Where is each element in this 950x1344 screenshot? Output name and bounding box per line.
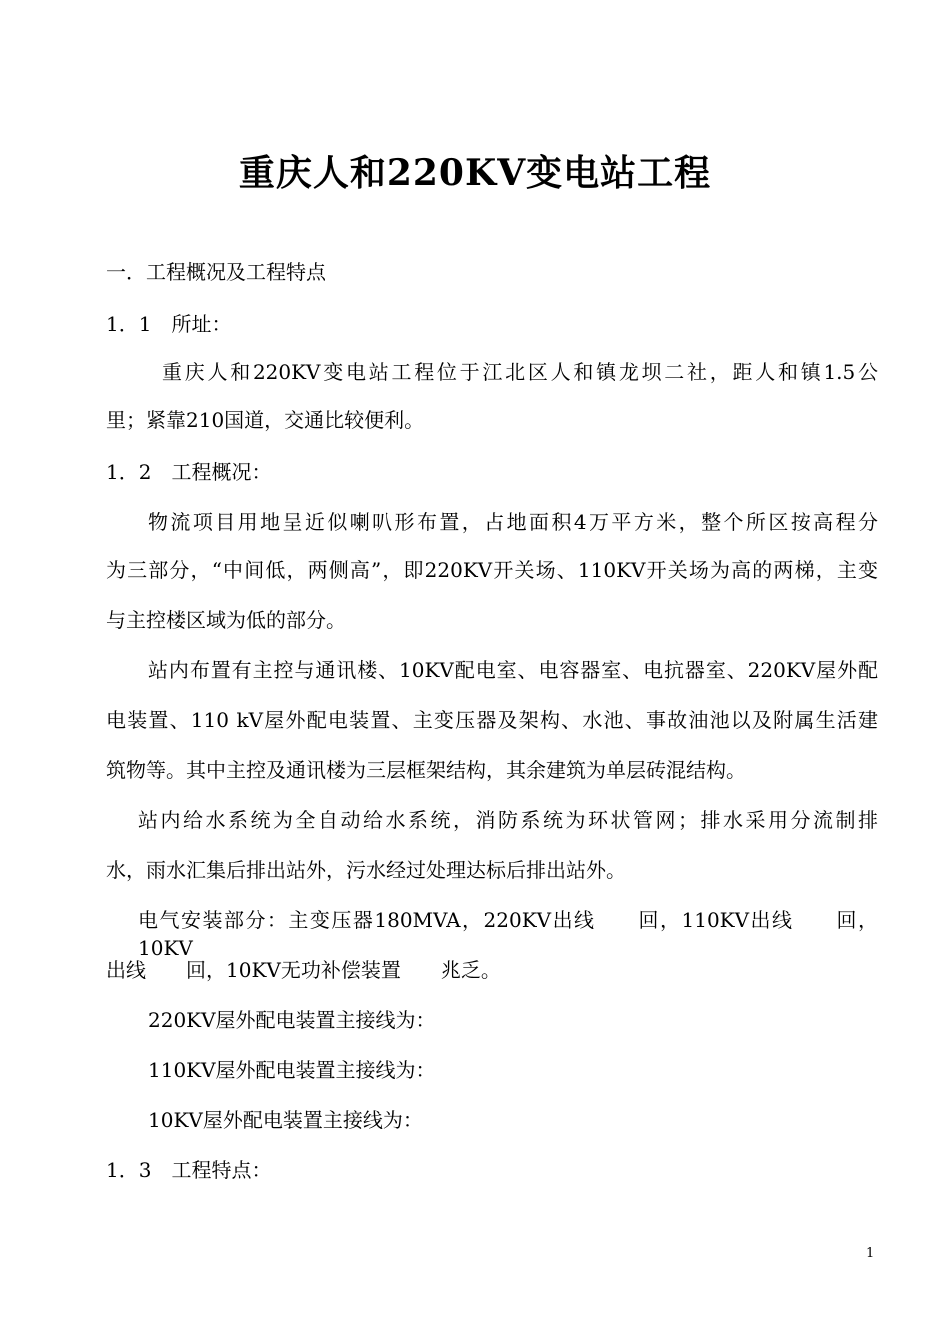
- page-number: 1: [866, 1246, 875, 1261]
- paragraph-layout-line-1: 站内布置有主控与通讯楼、10KV配电室、电容器室、电抗器室、220KV屋外配: [148, 658, 878, 682]
- document-title: 重庆人和220KV变电站工程: [238, 152, 712, 194]
- paragraph-site-line-2: 为三部分，“中间低，两侧高”，即220KV开关场、110KV开关场为高的两梯，主变: [106, 558, 878, 582]
- wiring-line-110kv: 110KV屋外配电装置主接线为：: [148, 1058, 436, 1082]
- paragraph-water-line-1: 站内给水系统为全自动给水系统，消防系统为环状管网；排水采用分流制排: [138, 808, 878, 832]
- wiring-line-10kv: 10KV屋外配电装置主接线为：: [148, 1108, 423, 1132]
- subsection-heading-1-3: 1．3 工程特点：: [106, 1158, 272, 1182]
- paragraph-layout-line-2: 电装置、110 kV屋外配电装置、主变压器及架构、水池、事故油池以及附属生活建: [106, 708, 878, 732]
- paragraph-site-line-1: 物流项目用地呈近似喇叭形布置，占地面积4万平方米，整个所区按高程分: [148, 510, 878, 534]
- paragraph-location-line-2: 里；紧靠210国道，交通比较便利。: [106, 408, 425, 432]
- paragraph-site-line-3: 与主控楼区域为低的部分。: [106, 608, 346, 632]
- section-heading-1: 一．工程概况及工程特点: [106, 260, 326, 284]
- subsection-heading-1-1: 1．1 所址：: [106, 312, 232, 336]
- subsection-heading-1-2: 1．2 工程概况：: [106, 460, 272, 484]
- paragraph-electrical-line-2: 出线 回，10KV无功补偿装置 兆乏。: [106, 958, 501, 982]
- paragraph-water-line-2: 水，雨水汇集后排出站外，污水经过处理达标后排出站外。: [106, 858, 626, 882]
- paragraph-layout-line-3: 筑物等。其中主控及通讯楼为三层框架结构，其余建筑为单层砖混结构。: [106, 758, 746, 782]
- paragraph-electrical-line-1: 电气安装部分：主变压器180MVA，220KV出线 回，110KV出线 回，10KV: [138, 908, 878, 960]
- paragraph-location-line-1: 重庆人和220KV变电站工程位于江北区人和镇龙坝二社，距人和镇1.5公: [162, 360, 878, 384]
- wiring-line-220kv: 220KV屋外配电装置主接线为：: [148, 1008, 436, 1032]
